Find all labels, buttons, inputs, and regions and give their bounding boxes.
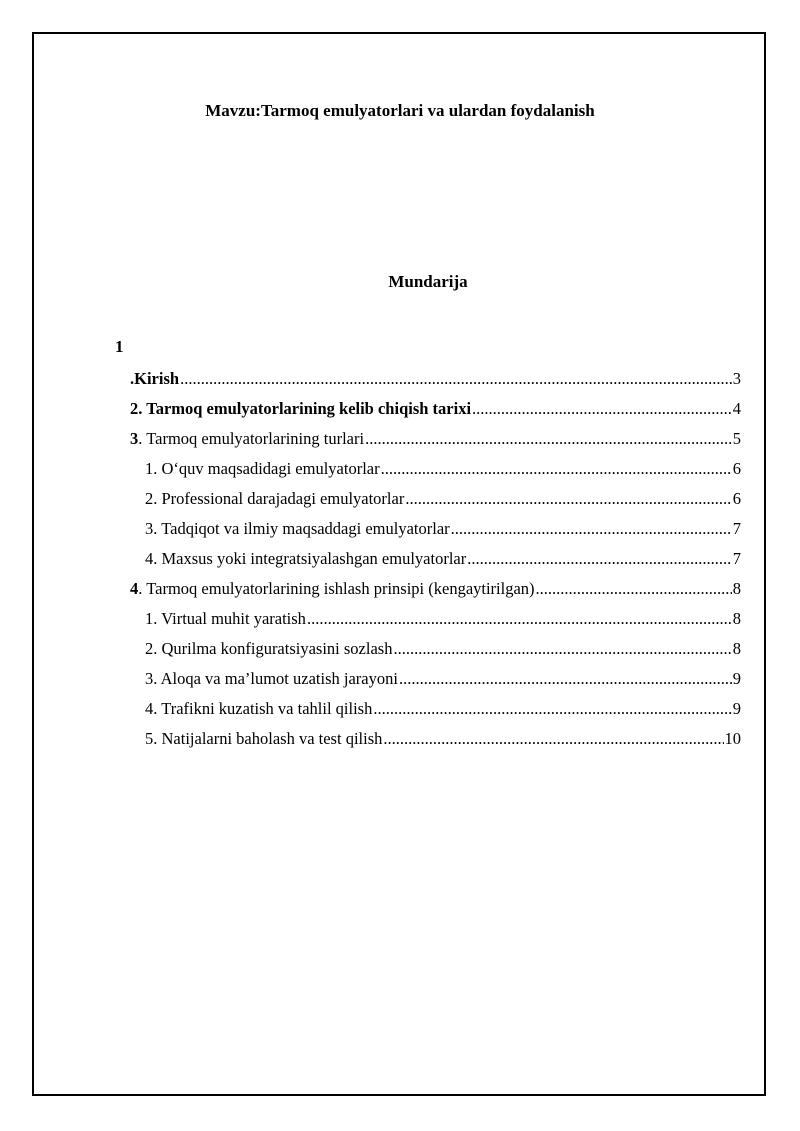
toc-entry-bold-text: .Kirish <box>130 369 180 388</box>
toc-page-number: 7 <box>732 549 741 568</box>
toc-entry[interactable] <box>145 457 741 481</box>
toc-dot-leader <box>472 397 732 421</box>
toc-dot-leader <box>467 547 732 571</box>
toc-entry-text: 1. Virtual muhit yaratish <box>145 609 306 628</box>
toc-page-number: 9 <box>732 699 741 718</box>
toc-entry[interactable] <box>130 427 741 451</box>
toc-entry-text: 2. Qurilma konfiguratsiyasini sozlash <box>145 639 393 658</box>
toc-page-number: 7 <box>732 519 741 538</box>
toc-page-number: 3 <box>732 369 741 388</box>
toc-entry-bold-text: 3 <box>130 429 139 448</box>
toc-dot-leader <box>381 457 732 481</box>
toc-entry[interactable] <box>145 517 741 541</box>
toc-entry[interactable] <box>145 697 741 721</box>
toc-entry-text: 3. Aloqa va ma’lumot uzatish jarayoni <box>145 669 398 688</box>
toc-entry-label <box>145 697 372 721</box>
toc-entry[interactable] <box>145 667 741 691</box>
toc-entry-label <box>145 547 466 571</box>
toc-dot-leader <box>373 697 731 721</box>
toc-dot-leader <box>307 607 732 631</box>
toc-entry[interactable] <box>145 487 741 511</box>
toc-dot-leader <box>399 667 732 691</box>
toc-entry-label <box>145 517 450 541</box>
toc-entry-text: 2. Professional darajadagi emulyatorlar <box>145 489 405 508</box>
toc-entry-label <box>145 667 398 691</box>
toc-page-number: 8 <box>732 639 741 658</box>
toc-entry-label <box>130 577 535 601</box>
toc-dot-leader <box>405 487 731 511</box>
document-title: Mavzu:Tarmoq emulyatorlari va ulardan foydalanish <box>205 101 595 120</box>
toc-heading: Mundarija <box>388 272 468 291</box>
toc-entry-text: 3. Tadqiqot va ilmiy maqsaddagi emulyatorlar <box>145 519 450 538</box>
toc-dot-leader <box>180 367 732 391</box>
toc-page-number: 6 <box>732 459 741 478</box>
toc-entry-bold-text: 4 <box>130 579 139 598</box>
toc-page-number: 10 <box>724 729 741 748</box>
toc-entry[interactable] <box>130 397 741 421</box>
toc-entry-bold-text: 2. Tarmoq emulyatorlarining kelib chiqish tarixi <box>130 399 472 418</box>
toc-dot-leader <box>383 727 723 751</box>
toc-entry-label <box>145 727 382 751</box>
toc-page-number: 5 <box>732 429 741 448</box>
toc-dot-leader <box>451 517 732 541</box>
section-number: 1 <box>115 337 124 356</box>
toc-entry[interactable] <box>145 637 741 661</box>
toc-entry[interactable] <box>130 367 741 391</box>
toc-entry-label <box>145 637 392 661</box>
toc-entry[interactable] <box>145 607 741 631</box>
toc-entry-text: 4. Maxsus yoki integratsiyalashgan emulyatorlar <box>145 549 467 568</box>
toc-dot-leader <box>393 637 731 661</box>
toc-entry-text: 1. O‘quv maqsadidagi emulyatorlar <box>145 459 380 478</box>
toc-entry[interactable] <box>130 577 741 601</box>
toc-entry-text: 5. Natijalarni baholash va test qilish <box>145 729 383 748</box>
toc-entry-text: . Tarmoq emulyatorlarining ishlash prinsipi (kengaytirilgan) <box>138 579 535 598</box>
toc-entry-label <box>145 457 380 481</box>
toc-entry-label <box>145 487 404 511</box>
toc-page-number: 9 <box>732 669 741 688</box>
toc-entry-label <box>130 427 364 451</box>
toc-page-number: 6 <box>732 489 741 508</box>
toc-entry[interactable] <box>145 727 741 751</box>
toc-page-number: 8 <box>732 609 741 628</box>
toc-dot-leader <box>536 577 732 601</box>
toc-page-number: 8 <box>732 579 741 598</box>
toc-entry-label <box>130 367 179 391</box>
toc-entry-text: 4. Trafikni kuzatish va tahlil qilish <box>145 699 373 718</box>
toc-entry-label <box>145 607 306 631</box>
toc-entry-label <box>130 397 471 421</box>
toc-page-number: 4 <box>732 399 741 418</box>
toc-entry[interactable] <box>145 547 741 571</box>
toc-entry-text: . Tarmoq emulyatorlarining turlari <box>138 429 365 448</box>
toc-dot-leader <box>365 427 732 451</box>
